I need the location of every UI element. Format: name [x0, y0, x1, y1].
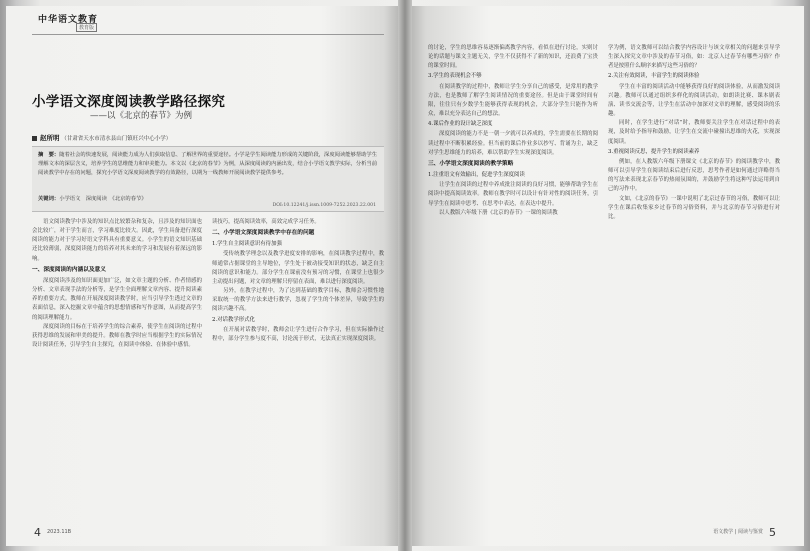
right-page-number: 5: [769, 526, 776, 539]
paragraph: 例如，在人教版六年级下册课文《北京的春节》的阅读教学中，教师可以引导学生在阅读结束后进行反思，思考作者是如何通过详略得当的写法来表现北京春节的热闹氛围的，并鼓励学生将这种写法运用到自己的习作中。: [608, 158, 780, 193]
left-column-2: [212, 218, 384, 528]
paragraph: 文如，《北京的春节》一课中说明了北京过春节的习俗，教师可以让学生在课后收集家乡过春节的习俗资料，并与北京的春节习俗进行对比。: [608, 195, 780, 220]
article-title: 小学语文深度阅读教学路径探究: [32, 94, 226, 110]
paragraph: 的讨论，学生的思维容易逐渐偏离教学内容，看似在进行讨论，实则讨论的话题与课文主题无关，学生不仅获得不了新的知识，还浪费了宝贵的课堂时间。: [428, 45, 598, 70]
right-page: [410, 6, 804, 546]
section-heading: 一、深度阅读的内涵以及意义: [32, 266, 106, 273]
issue-info: 2023.11B: [47, 528, 72, 535]
section-info: 语文教学 | 阅读与鉴赏: [713, 529, 763, 535]
paragraph: 在开展对话教学时，教师会让学生进行合作学习，但在实际操作过程中，部分学生参与度不高，讨论流于形式，无法真正实现深度阅读。: [212, 326, 384, 342]
sub-heading: 3.重视阅读反思，提升学生的阅读素养: [608, 148, 700, 155]
section-heading: 二、小学语文深度阅读教学中存在的问题: [212, 230, 315, 237]
section-heading: 三、小学语文深度阅读的教学策略: [428, 160, 514, 167]
paragraph: 学为例，语文教师可以结合教学内容设计与该文章相关的问题来引导学生深入探究文章中涉及的春节习俗，如：北京人过春节有哪些习俗？作者是按照什么顺序来描写这些习俗的？: [608, 45, 780, 70]
sub-heading: 1.学生自主阅读意识有待加强: [212, 241, 282, 248]
paragraph: 读技巧，提高阅读效率，高效完成学习任务。: [212, 219, 320, 225]
author-line: [32, 133, 171, 142]
paragraph: 学生在丰富的阅读活动中能够获得良好的阅读体验，从而激发阅读兴趣。教师可以通过组织多样化的阅读活动，如朗读比赛、课本剧表演、读书交流会等，让学生在活动中加深对文章的理解，感受阅读的乐趣。: [608, 83, 780, 118]
sub-heading: 4.课后作业的设计缺乏深度: [428, 121, 493, 128]
right-folio: [713, 521, 776, 540]
binding-gutter: [398, 0, 412, 551]
author-marker-icon: [32, 136, 37, 141]
left-folio: [34, 521, 71, 540]
abstract-body: 随着社会的快速发展，阅读能力成为人们获取信息、了解世界的重要途径。小学是学生阅读能力形成的关键阶段，深度阅读能够帮助学生理解文本的深层含义，培养学生的思维能力和审美能力。本文以《北京的春节》为例，从深度阅读的内涵出发，结合小学语文教学实际，分析当前阅读教学中存在的问题，探究小学语文深度阅读教学的有效路径，以期为一线教师开展阅读教学提供参考。: [38, 152, 378, 177]
keywords-value: 小学语文 深度阅读 《北京的春节》: [59, 196, 147, 202]
article-subtitle: ——以《北京的春节》为例: [90, 111, 193, 121]
journal-section: 教育版: [76, 23, 97, 32]
left-page-number: 4: [34, 526, 41, 539]
paragraph: 同时，在学生进行“对话”时，教师要关注学生在对话过程中的表现，及时给予指导和鼓励，让学生在交流中碰撞出思维的火花，实现深度阅读。: [608, 120, 780, 145]
doi: DOI:10.12241/j.issn.1009-7252.2023.22.001: [272, 203, 376, 208]
keywords: [38, 194, 147, 202]
sub-heading: 3.学生的表现机会不够: [428, 73, 482, 80]
journal-masthead: 中华语文教育: [38, 15, 99, 25]
paragraph: 深度阅读的能力不是一朝一夕就可以养成的，学生需要在长期的阅读过程中不断积累经验。但当前的课后作业多以抄写、背诵为主，缺乏对学生思维能力的培养，难以帮助学生实现深度阅读。: [428, 131, 598, 156]
paragraph: 受传统教学理念以及教学进度安排的影响，在阅读教学过程中，教师通常占据课堂的主导地位，学生处于被动接受知识的状态，缺乏自主阅读的意识和能力。部分学生在课前没有预习的习惯，在课堂上也很少主动提出问题，对文章的理解只停留在表面，难以进行深度阅读。: [212, 251, 384, 285]
header-rule: [32, 34, 384, 35]
paragraph: 语文阅读教学中涉及的知识点比较繁杂和复杂，且涉及的知识面也会比较广，对于学生而言，学习难度比较大。因此，学生具备进行深度阅读的能力对于学习好语文学科具有重要意义。小学生的语文知识基础还比较薄弱，深度阅读能力的培养对其未来的学习和发展有着深远的影响。: [32, 219, 202, 262]
sub-heading: 1.注重语文有效输出，促进学生深度阅读: [428, 172, 525, 179]
paragraph: 在阅读教学的过程中，教师让学生分享自己的感受，是常用的教学方法，也是教师了解学生阅读情况的重要途径。但是由于课堂时间有限，往往只有少数学生能够获得表现的机会，大部分学生只能作为听众，难以充分表达自己的想法。: [428, 83, 598, 118]
right-column-1: [428, 44, 598, 516]
left-page: [6, 6, 400, 546]
paragraph: 深度阅读的目标在于培养学生的综合素养，使学生在阅读的过程中获得思维的发展和审美的提升。教师在教学时应当根据学生的实际情况设计阅读任务，引导学生自主探究，在阅读中体验、在体验中感悟。: [32, 323, 202, 349]
abstract-text: [38, 151, 378, 179]
author-name: 赵所明: [40, 134, 60, 142]
abstract-label: 摘 要：: [38, 152, 60, 158]
author-affiliation: （甘肃省天水市清水县山门镇旺兴中心小学）: [61, 136, 172, 142]
left-column-1: [32, 218, 202, 528]
sub-heading: 2.对话教学形式化: [212, 316, 255, 323]
sub-heading: 2.关注有效阅读，丰富学生的阅读体验: [608, 73, 700, 80]
keywords-label: 关键词：: [38, 196, 60, 202]
paragraph: 深度阅读涉及的知识面更加广泛，如文章主题的分析、作者情感的分析、文章表现手法的分析等，是学生全面理解文章内容、提升阅读素养的重要方式。教师在开展深度阅读教学时，应当引导学生透过文章的表面信息，深入挖掘文章中蕴含的思想情感和写作意图，从而提高学生的阅读理解能力。: [32, 277, 202, 321]
paragraph: 以人教版六年级下册《北京的春节》一课的阅读教: [439, 209, 558, 216]
paragraph: 另外，在教学过程中，为了达到基础的教学目标，教师会习惯性地采取统一的教学方法来进行教学，忽视了学生的个体差异，导致学生的阅读兴趣不高。: [212, 288, 384, 313]
right-column-2: [608, 44, 780, 516]
abstract-box: [32, 146, 384, 212]
paragraph: 让学生在阅读的过程中养成批注阅读的良好习惯，能够帮助学生在阅读中提高阅读效率。教师在教学时可以设计有针对性的阅读任务，引导学生在阅读中思考、在思考中表达，在表达中提升。: [428, 182, 598, 207]
